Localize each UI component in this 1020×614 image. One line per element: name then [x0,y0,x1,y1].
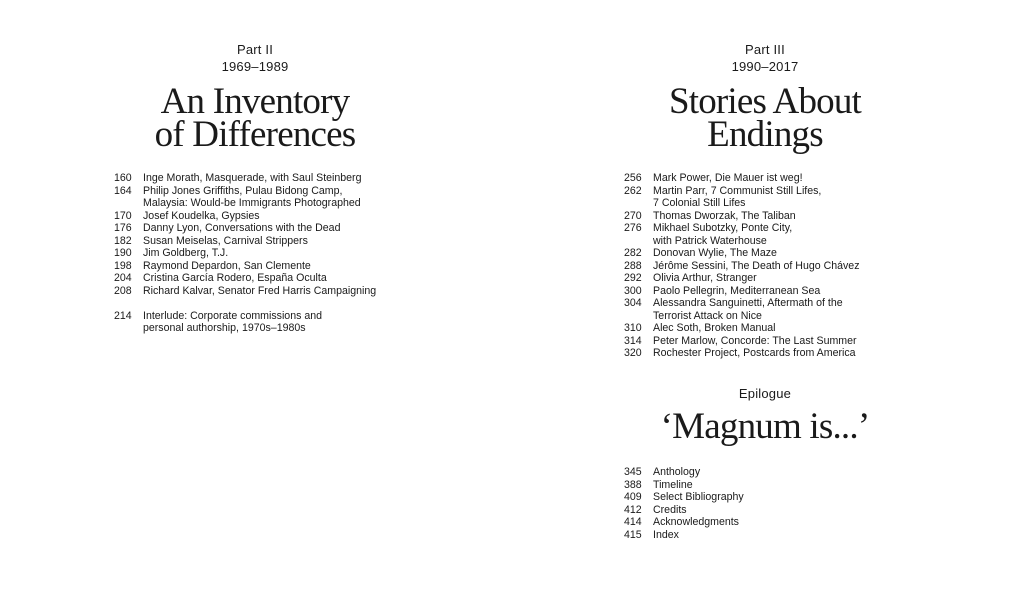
toc-entry[interactable] [624,285,860,298]
toc-page-number: 310 [624,322,642,334]
part-title-line1: An Inventory [160,81,350,122]
toc-page-number: 208 [114,284,132,297]
toc-page-number: 320 [624,347,642,359]
toc-page-number: 415 [624,528,642,541]
toc-entry[interactable] [624,504,744,517]
toc-entry[interactable] [114,210,376,223]
toc-entry[interactable] [624,516,744,529]
toc-page-number: 276 [624,222,642,234]
toc-entry[interactable] [624,222,860,247]
toc-page-number: 182 [114,234,132,247]
toc-entry-title: Josef Koudelka, Gypsies [143,209,260,222]
toc-page-number: 282 [624,247,642,259]
toc-entry[interactable] [624,185,860,210]
part-label: Part III [745,42,785,57]
toc-entry-title: Jérôme Sessini, The Death of Hugo Chávez [653,259,860,272]
toc-entry-title: Interlude: Corporate commissions and personal authorship, 1970s–1980s [143,309,323,334]
toc-entry[interactable] [624,491,744,504]
epilogue-title [510,406,1020,447]
toc-entry-title: Select Bibliography [653,491,744,503]
toc-entry-title: Credits [653,503,687,516]
epilogue-label: Epilogue [738,386,792,401]
toc-list-part2 [114,172,376,335]
toc-page-number: 164 [114,184,132,197]
toc-page-number: 270 [624,209,642,222]
toc-entry-title: Richard Kalvar, Senator Fred Harris Campaigning [143,284,377,297]
part-title-line2: of Differences [154,114,356,155]
toc-page-number: 256 [624,172,642,184]
part-title [0,81,510,155]
toc-entry[interactable] [114,172,376,185]
toc-entry-title: Danny Lyon, Conversations with the Dead [143,222,341,234]
toc-page-number: 262 [624,184,642,197]
toc-entry[interactable] [114,222,376,235]
toc-entry[interactable] [624,479,744,492]
toc-page-number: 300 [624,284,642,297]
toc-entry[interactable] [624,272,860,285]
toc-page-number: 288 [624,259,642,272]
toc-entry-title: Jim Goldberg, T.J. [143,247,229,259]
toc-page-number: 204 [114,272,132,284]
toc-entry-title: Inge Morath, Masquerade, with Saul Steinberg [143,172,362,184]
toc-page-number: 190 [114,247,132,259]
toc-entry-title: Cristina García Rodero, España Oculta [143,272,327,284]
epilogue-title-text: ‘Magnum is...’ [660,406,870,447]
toc-entry[interactable] [624,529,744,542]
toc-page-number: 388 [624,478,642,491]
toc-entry[interactable] [624,335,860,348]
toc-entry-title: Martin Parr, 7 Communist Still Lifes, 7 Colonial Still Lifes [653,184,822,209]
toc-entry[interactable] [114,235,376,248]
toc-page-number: 414 [624,516,642,528]
toc-page-number: 345 [624,466,642,478]
part-title [510,81,1020,155]
toc-entry-title: Raymond Depardon, San Clemente [143,259,311,272]
toc-entry[interactable] [114,285,376,298]
toc-page-number: 412 [624,503,642,516]
toc-page-number: 304 [624,297,642,309]
toc-entry-title: Olivia Arthur, Stranger [653,272,757,284]
toc-entry-title: Philip Jones Griffiths, Pulau Bidong Camp, Malaysia: Would-be Immigrants Photographed [143,184,361,209]
toc-entry-title: Rochester Project, Postcards from America [653,347,856,359]
toc-entry[interactable] [114,247,376,260]
toc-page-number: 314 [624,334,642,347]
toc-entry-interlude[interactable] [114,310,376,335]
part-years: 1969–1989 [221,59,289,74]
toc-entry[interactable] [624,172,860,185]
part-title-line1: Stories About [668,81,862,122]
toc-entry[interactable] [624,210,860,223]
toc-entry-title: Anthology [653,466,701,478]
toc-entry-title: Paolo Pellegrin, Mediterranean Sea [653,284,821,297]
toc-entry-title: Alessandra Sanguinetti, Aftermath of the Terrorist Attack on Nice [653,297,843,322]
toc-entry[interactable] [624,466,744,479]
toc-entry[interactable] [114,272,376,285]
toc-page-number: 292 [624,272,642,284]
toc-entry-title: Peter Marlow, Concorde: The Last Summer [653,334,857,347]
toc-entry[interactable] [624,260,860,273]
toc-entry-title: Index [653,528,679,541]
right-page [510,0,1020,614]
part-title-line2: Endings [707,114,823,155]
toc-page-number: 214 [114,309,132,322]
toc-entry[interactable] [624,347,860,360]
toc-page-number: 198 [114,259,132,272]
toc-entry-title: Mikhael Subotzky, Ponte City, with Patrick Waterhouse [653,222,793,247]
toc-page-number: 176 [114,222,132,234]
toc-entry-title: Acknowledgments [653,516,739,528]
toc-entry[interactable] [624,247,860,260]
toc-entry-title: Thomas Dworzak, The Taliban [653,209,796,222]
toc-page-number: 170 [114,209,132,222]
part-label: Part II [236,42,274,57]
toc-entry-title: Timeline [653,478,693,491]
toc-entry[interactable] [624,322,860,335]
toc-entry-title: Mark Power, Die Mauer ist weg! [653,172,803,184]
toc-entry-title: Susan Meiselas, Carnival Strippers [143,234,308,247]
toc-entry[interactable] [114,185,376,210]
toc-page-number: 409 [624,491,642,503]
toc-page-number: 160 [114,172,132,184]
part-years: 1990–2017 [731,59,799,74]
toc-entry[interactable] [114,260,376,273]
toc-list-back-matter [624,466,744,541]
toc-entry-title: Donovan Wylie, The Maze [653,247,777,259]
toc-entry[interactable] [624,297,860,322]
toc-entry-title: Alec Soth, Broken Manual [653,322,776,334]
toc-list-part3 [624,172,860,360]
